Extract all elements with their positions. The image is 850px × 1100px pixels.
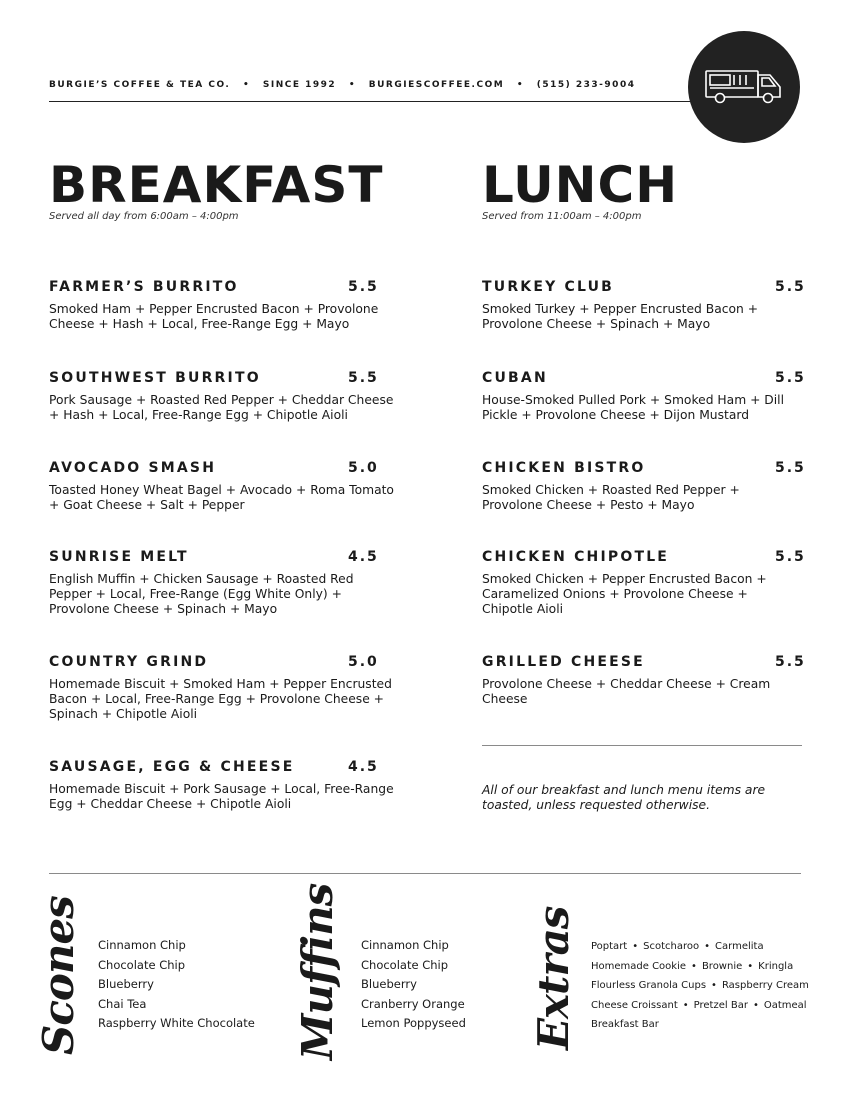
item-description: Smoked Chicken + Roasted Red Pepper + Provolone Cheese + Pesto + Mayo — [482, 483, 740, 512]
item-price: 5.5 — [775, 370, 806, 386]
separator: • — [704, 941, 711, 952]
list-item: Brownie — [701, 960, 743, 972]
list-item: Cranberry Orange — [361, 996, 465, 1011]
item-name: AVOCADO SMASH — [49, 460, 217, 476]
list-item: Carmelita — [715, 941, 764, 952]
item-description: Smoked Turkey + Pepper Encrusted Bacon + Provolone Cheese + Spinach + Mayo — [482, 302, 759, 331]
list-item: Chocolate Chip — [98, 957, 186, 972]
list-item: Flourless Granola Cups — [591, 980, 707, 991]
separator: • — [752, 999, 759, 1011]
menu-item — [49, 549, 399, 617]
item-description: Pork Sausage + Roasted Red Pepper + Cheddar Cheese + Hash + Local, Free-Range Egg + Chipotle Aioli — [49, 393, 394, 422]
list-item: Cinnamon Chip — [361, 938, 449, 952]
extras-line — [591, 996, 811, 1016]
list-item: Poptart — [591, 941, 628, 952]
list-item: Breakfast Bar — [591, 1019, 659, 1030]
list-item: Cinnamon Chip — [98, 938, 186, 952]
phone-text: (515) 233-9004 — [536, 80, 636, 90]
website-text: BURGIESCOFFEE.COM — [368, 80, 505, 90]
item-price: 5.5 — [775, 549, 806, 565]
separator: • — [632, 941, 639, 952]
separator: • — [691, 960, 697, 972]
muffins-list — [361, 936, 466, 1034]
lunch-title: LUNCH — [482, 156, 679, 214]
menu-item — [482, 460, 806, 513]
item-price: 5.5 — [348, 279, 379, 295]
item-price: 5.0 — [348, 460, 379, 476]
extras-line — [591, 976, 811, 996]
item-description: English Muffin + Chicken Sausage + Roasted Red Pepper + Local, Free-Range (Egg White Only) + Provolone Cheese + Spinach + Mayo — [49, 572, 354, 616]
item-description: Toasted Honey Wheat Bagel + Avocado + Roma Tomato + Goat Cheese + Salt + Pepper — [49, 483, 394, 512]
list-item: Kringla — [758, 960, 794, 972]
separator: • — [242, 80, 251, 90]
separator: • — [747, 960, 754, 972]
header-info-bar — [49, 80, 635, 90]
separator: • — [348, 80, 357, 90]
menu-item — [482, 654, 806, 707]
company-name: BURGIE’S COFFEE & TEA CO. — [49, 80, 231, 90]
list-item: Chai Tea — [98, 996, 147, 1011]
item-name: COUNTRY GRIND — [49, 654, 209, 670]
bakery-divider — [49, 873, 801, 874]
menu-item — [49, 460, 399, 513]
separator: • — [682, 999, 689, 1011]
item-name: SAUSAGE, EGG & CHEESE — [49, 759, 295, 775]
list-item: Lemon Poppyseed — [361, 1016, 466, 1030]
separator: • — [516, 80, 525, 90]
menu-item — [482, 370, 806, 423]
breakfast-title: BREAKFAST — [49, 156, 384, 214]
item-name: SOUTHWEST BURRITO — [49, 370, 261, 386]
menu-item — [49, 759, 399, 812]
item-price: 5.5 — [775, 279, 806, 295]
list-item: Scotcharoo — [643, 941, 700, 952]
item-price: 5.5 — [775, 654, 806, 670]
item-name: TURKEY CLUB — [482, 279, 615, 295]
item-price: 4.5 — [348, 549, 379, 565]
list-item: Chocolate Chip — [361, 957, 449, 972]
item-name: GRILLED CHEESE — [482, 654, 645, 670]
menu-item — [49, 279, 399, 332]
list-item: Blueberry — [361, 977, 417, 991]
since-text: SINCE 1992 — [262, 80, 337, 90]
list-item: Pretzel Bar — [693, 999, 748, 1011]
item-price: 5.5 — [775, 460, 806, 476]
list-item: Blueberry — [98, 977, 154, 991]
extras-list — [591, 937, 811, 1035]
list-item: Raspberry White Chocolate — [98, 1016, 255, 1030]
extras-line — [591, 1015, 811, 1035]
extras-heading: Extras — [529, 906, 578, 1050]
header-rule — [49, 101, 709, 102]
extras-line — [591, 957, 811, 977]
toasted-note: All of our breakfast and lunch menu items are toasted, unless requested otherwise. — [482, 783, 766, 812]
list-item: Cheese Croissant — [591, 999, 678, 1011]
item-name: CUBAN — [482, 370, 548, 386]
menu-item — [482, 279, 806, 332]
scones-list — [98, 936, 255, 1034]
item-name: SUNRISE MELT — [49, 549, 189, 565]
item-price: 5.5 — [348, 370, 379, 386]
lunch-divider — [482, 745, 802, 746]
item-description: Smoked Chicken + Pepper Encrusted Bacon + Caramelized Onions + Provolone Cheese + Chipotle Aioli — [482, 572, 767, 616]
scones-heading: Scones — [34, 896, 83, 1055]
list-item: Raspberry Cream — [721, 980, 809, 991]
item-description: Smoked Ham + Pepper Encrusted Bacon + Provolone Cheese + Hash + Local, Free-Range Egg + Mayo — [49, 302, 379, 331]
menu-item — [482, 549, 806, 617]
list-item: Oatmeal — [763, 999, 807, 1011]
menu-item — [49, 370, 399, 423]
item-description: Homemade Biscuit + Pork Sausage + Local, Free-Range Egg + Cheddar Cheese + Chipotle Aioli — [49, 782, 394, 811]
item-name: FARMER’S BURRITO — [49, 279, 239, 295]
item-price: 5.0 — [348, 654, 379, 670]
menu-item — [49, 654, 399, 722]
item-description: Provolone Cheese + Cheddar Cheese + Cream Cheese — [482, 677, 771, 706]
muffins-heading: Muffins — [293, 883, 342, 1060]
food-truck-icon — [704, 67, 784, 107]
item-description: House-Smoked Pulled Pork + Smoked Ham + Dill Pickle + Provolone Cheese + Dijon Mustard — [482, 393, 785, 422]
logo-badge — [688, 31, 800, 143]
item-price: 4.5 — [348, 759, 379, 775]
item-name: CHICKEN CHIPOTLE — [482, 549, 670, 565]
extras-line — [591, 937, 811, 957]
item-name: CHICKEN BISTRO — [482, 460, 646, 476]
item-description: Homemade Biscuit + Smoked Ham + Pepper Encrusted Bacon + Local, Free-Range Egg + Provolone Cheese + Spinach + Chipotle Aioli — [49, 677, 392, 721]
lunch-subtitle: Served from 11:00am – 4:00pm — [482, 211, 642, 222]
breakfast-subtitle: Served all day from 6:00am – 4:00pm — [49, 211, 239, 222]
list-item: Homemade Cookie — [591, 960, 687, 972]
separator: • — [711, 980, 717, 991]
